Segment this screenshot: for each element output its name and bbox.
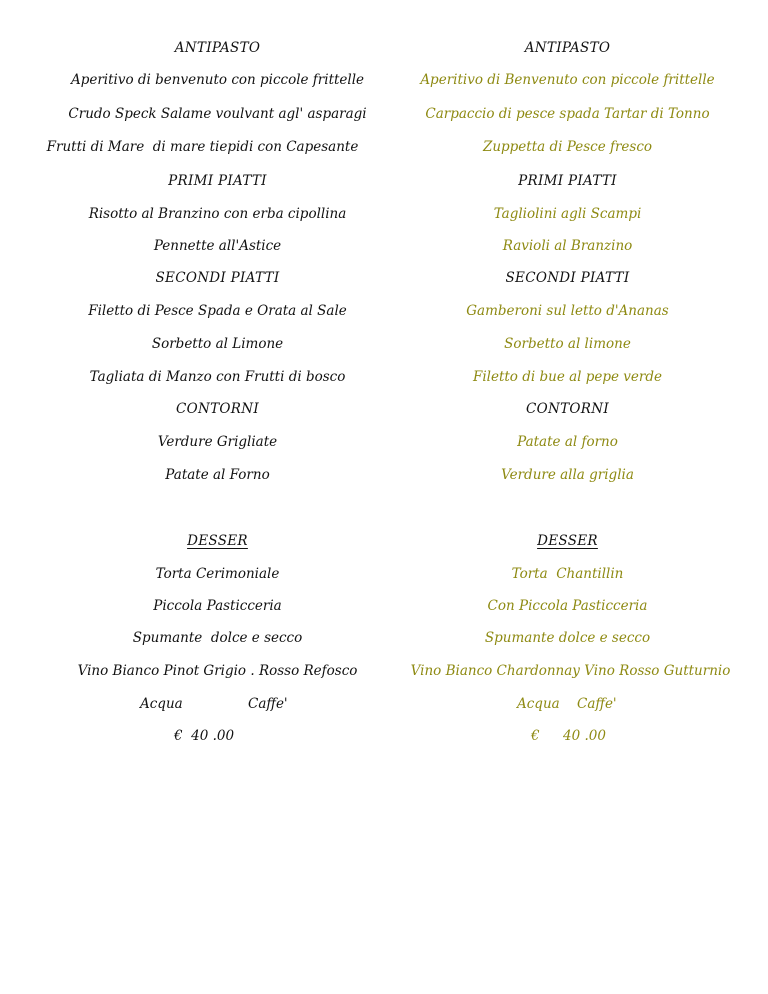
left-secondi-heading: SECONDI PIATTI bbox=[155, 270, 280, 286]
right-antipasto-heading: ANTIPASTO bbox=[524, 40, 611, 56]
menu-row bbox=[0, 628, 768, 648]
right-secondi-item: Gamberoni sul letto d'Ananas bbox=[466, 303, 669, 319]
right-secondi-item: Sorbetto al limone bbox=[504, 336, 631, 352]
right-currency: € bbox=[531, 728, 540, 744]
right-dessert-item: Torta Chantillin bbox=[511, 566, 624, 582]
menu-row bbox=[0, 334, 768, 354]
price-row bbox=[0, 726, 768, 746]
left-dessert-heading-text: DESSER bbox=[187, 533, 248, 549]
dessert-row bbox=[0, 531, 768, 551]
right-dessert-item: Spumante dolce e secco bbox=[484, 630, 651, 646]
right-dessert-item: Vino Bianco Chardonnay Vino Rosso Gutturnio bbox=[410, 663, 731, 679]
right-dessert-heading-text: DESSER bbox=[537, 533, 598, 549]
right-secondi-heading: SECONDI PIATTI bbox=[505, 270, 630, 286]
menu-row bbox=[0, 301, 768, 321]
menu-row bbox=[0, 236, 768, 256]
right-contorni-item: Verdure alla griglia bbox=[501, 467, 634, 483]
left-primi-item: Risotto al Branzino con erba cipollina bbox=[88, 206, 347, 222]
right-contorni-heading: CONTORNI bbox=[526, 401, 609, 417]
right-price: 40 .00 bbox=[563, 728, 606, 744]
left-dessert-item: Vino Bianco Pinot Grigio . Rosso Refosco bbox=[77, 663, 358, 679]
left-dessert-item: Torta Cerimoniale bbox=[155, 566, 280, 582]
primi-row bbox=[0, 171, 768, 191]
right-antipasto-item: Carpaccio di pesce spada Tartar di Tonno bbox=[425, 106, 710, 122]
antipasto-row bbox=[0, 38, 768, 58]
right-primi-item: Tagliolini agli Scampi bbox=[493, 206, 642, 222]
right-dessert-item: Con Piccola Pasticceria bbox=[487, 598, 648, 614]
right-primi-item: Ravioli al Branzino bbox=[502, 238, 633, 254]
left-contorni-heading: CONTORNI bbox=[176, 401, 259, 417]
left-secondi-item: Tagliata di Manzo con Frutti di bosco bbox=[89, 369, 346, 385]
menu-row bbox=[0, 596, 768, 616]
right-contorni-item: Patate al forno bbox=[517, 434, 618, 450]
right-antipasto-item: Aperitivo di Benvenuto con piccole frittelle bbox=[420, 72, 715, 88]
menu-row bbox=[0, 70, 768, 90]
contorni-row bbox=[0, 399, 768, 419]
left-contorni-item: Patate al Forno bbox=[165, 467, 270, 483]
menu-row bbox=[0, 367, 768, 387]
left-dessert-item: Piccola Pasticceria bbox=[153, 598, 282, 614]
left-acqua: Acqua bbox=[140, 696, 183, 712]
left-dessert-item: Spumante dolce e secco bbox=[132, 630, 303, 646]
menu-row bbox=[0, 104, 768, 124]
right-antipasto-item: Zuppetta di Pesce fresco bbox=[482, 139, 653, 155]
left-caffe: Caffe' bbox=[248, 696, 288, 712]
left-primi-heading: PRIMI PIATTI bbox=[168, 173, 267, 189]
left-price: € 40 .00 bbox=[174, 728, 235, 744]
right-caffe: Caffe' bbox=[577, 696, 617, 712]
left-antipasto-item: Aperitivo di benvenuto con piccole frittelle bbox=[70, 72, 365, 88]
right-dessert-heading bbox=[405, 531, 730, 551]
acqua-caffe-row bbox=[0, 694, 768, 714]
left-primi-item: Pennette all'Astice bbox=[153, 238, 282, 254]
left-secondi-item: Filetto di Pesce Spada e Orata al Sale bbox=[88, 303, 347, 319]
left-dessert-heading bbox=[40, 531, 395, 551]
menu-row bbox=[0, 564, 768, 584]
left-antipasto-item: Frutti di Mare di mare tiepidi con Capesante bbox=[46, 139, 359, 155]
left-antipasto-heading: ANTIPASTO bbox=[174, 40, 261, 56]
menu-row bbox=[0, 204, 768, 224]
right-primi-heading: PRIMI PIATTI bbox=[518, 173, 617, 189]
secondi-row bbox=[0, 268, 768, 288]
left-contorni-item: Verdure Grigliate bbox=[157, 434, 278, 450]
menu-row bbox=[0, 465, 768, 485]
menu-row bbox=[0, 137, 768, 157]
right-acqua: Acqua bbox=[517, 696, 560, 712]
right-secondi-item: Filetto di bue al pepe verde bbox=[472, 369, 663, 385]
menu-row bbox=[0, 432, 768, 452]
left-antipasto-item: Crudo Speck Salame voulvant agl' asparagi bbox=[68, 106, 367, 122]
left-secondi-item: Sorbetto al Limone bbox=[151, 336, 284, 352]
menu-row bbox=[0, 661, 768, 681]
